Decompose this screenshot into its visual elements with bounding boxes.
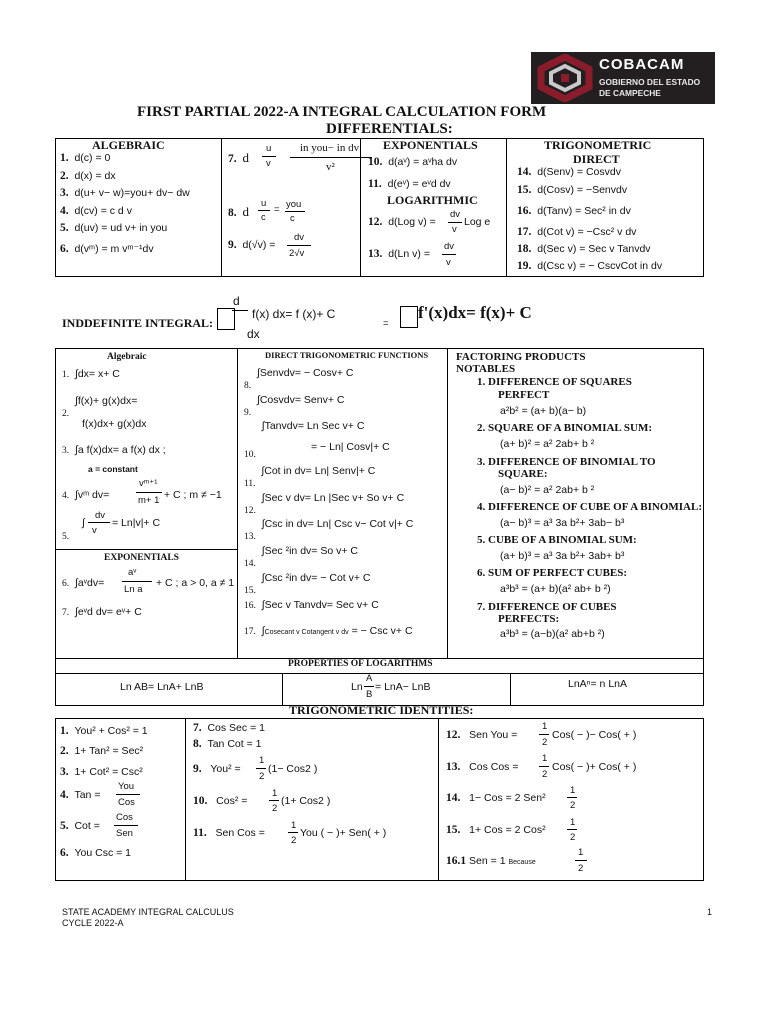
factoring-header: FACTORING PRODUCTS: [456, 351, 586, 363]
differential-13: 13. d(Ln v) =: [368, 248, 430, 260]
factoring-5-title: 5. CUBE OF A BINOMIAL SUM:: [477, 534, 637, 546]
identity-10-den: 2: [272, 803, 278, 814]
identity-12-den: 2: [542, 737, 548, 748]
integral-exp-6: 6. ∫aᵛdv=: [62, 577, 105, 589]
differential-7-v: v: [266, 158, 271, 169]
integral-trig-header: DIRECT TRIGONOMETRIC FUNCTIONS: [265, 350, 429, 360]
algebraic-header: ALGEBRAIC: [92, 138, 165, 152]
identity-11-tail: You ( − )+ Sen( + ): [300, 827, 387, 839]
factoring-7-title: 7. DIFFERENCE OF CUBES: [477, 601, 617, 613]
log-power: LnAⁿ= n LnA: [568, 678, 628, 690]
integral-algebraic-header: Algebraic: [107, 352, 147, 362]
identity-12-tail: Cos( − )− Cos( + ): [552, 729, 637, 741]
logo-sub2: DE CAMPECHE: [599, 88, 661, 98]
log-quotient-den: B: [366, 689, 373, 700]
integral-exp-7: 7. ∫eᵛd dv= eᵛ+ C: [62, 606, 142, 618]
differential-13-den: v: [446, 257, 451, 268]
differential-8: 8. d: [228, 204, 249, 219]
identity-16-den: 2: [578, 863, 584, 874]
differential-8-u: u: [261, 198, 267, 209]
differential-12-den: v: [452, 224, 457, 235]
logo-emblem-icon: [535, 54, 595, 102]
identity-10-num: 1: [272, 788, 278, 799]
integral-alg-2: 2. ∫f(x)+ g(x)dx=: [62, 395, 138, 419]
differential-11: 11. d(eᵛ) = eᵛd dv: [368, 178, 451, 190]
differential-12: 12. d(Log v) =: [368, 216, 436, 228]
differentials-title: DIFFERENTIALS:: [326, 121, 453, 137]
factoring-header-2: NOTABLES: [456, 363, 516, 375]
factoring-2-formula: (a+ b)² = a² 2ab+ b ²: [500, 438, 595, 450]
integral-alg-5: 5.: [62, 532, 70, 542]
integral-trig-10b: = − Ln| Cosv|+ C: [311, 441, 390, 453]
differential-12-tail: Log e: [464, 216, 491, 228]
identity-15-num: 1: [570, 817, 576, 828]
identity-5: 5. Cot =: [60, 820, 100, 832]
differential-8-num: you: [286, 199, 302, 210]
log-quotient-ln: Ln: [351, 681, 363, 693]
differential-18: 18. d(Sec v) = Sec v Tanvdv: [517, 243, 651, 255]
identity-13-den: 2: [542, 769, 548, 780]
differential-12-num: dv: [450, 209, 461, 220]
differential-13-num: dv: [444, 241, 455, 252]
integral-box-icon-2: [400, 306, 418, 328]
factoring-3-title2: SQUARE:: [498, 468, 548, 480]
logarithmic-header: LOGARITHMIC: [387, 193, 478, 207]
identity-8: 8. Tan Cot = 1: [193, 738, 262, 750]
integral-exp-header: EXPONENTIALS: [104, 553, 179, 563]
integral-box-icon: [217, 308, 235, 330]
integral-trig-14: 14. ∫Sec ²in dv= So v+ C: [244, 545, 358, 569]
integral-alg-2b: f(x)dx+ g(x)dx: [82, 418, 147, 430]
factoring-1-formula: a²b² = (a+ b)(a− b): [500, 405, 587, 417]
factoring-4-title: 4. DIFFERENCE OF CUBE OF A BINOMIAL:: [477, 501, 703, 513]
page-number: 1: [707, 907, 713, 917]
identity-16: 16.1 Sen = 1 Because: [446, 855, 536, 867]
trig-direct-header: DIRECT: [573, 152, 620, 166]
identity-9-num: 1: [259, 755, 265, 766]
differential-9-den: 2√v: [289, 248, 305, 259]
identity-9-tail: (1− Cos2 ): [268, 763, 318, 775]
identity-10-tail: (1+ Cos2 ): [281, 795, 331, 807]
differential-8-c: c: [261, 212, 266, 223]
identity-10: 10. Cos² =: [193, 795, 248, 807]
differential-15: 15. d(Cosv) = −Senvdv: [517, 184, 628, 196]
integral-alg-3: 3. ∫a f(x)dx= a f(x) dx ;: [62, 444, 166, 456]
identity-4-num: You: [118, 781, 135, 792]
integral-alg-4: 4. ∫vᵐ dv=: [62, 489, 110, 501]
integral-exp-6-num: aᵛ: [128, 567, 137, 578]
identity-3: 3. 1+ Cot² = Csc²: [60, 766, 143, 778]
logo-sub1: GOBIERNO DEL ESTADO: [599, 77, 701, 87]
logs-header: PROPERTIES OF LOGARITHMS: [288, 659, 433, 669]
identity-4-den: Cos: [118, 797, 135, 808]
identity-1: 1. You² + Cos² = 1: [60, 725, 148, 737]
factoring-7-title2: PERFECTS:: [498, 613, 560, 625]
identity-11: 11. Sen Cos =: [193, 827, 265, 839]
differential-17: 17. d(Cot v) = −Csc² v dv: [517, 226, 637, 238]
page-title: FIRST PARTIAL 2022-A INTEGRAL CALCULATION FORM: [137, 104, 547, 120]
differential-5: 5. d(uv) = ud v+ in you: [60, 222, 168, 234]
integral-trig-11: 11. ∫Cot in dv= Ln| Senv|+ C: [244, 465, 376, 489]
factoring-6-title: 6. SUM OF PERFECT CUBES:: [477, 567, 628, 579]
differential-8-eq: =: [274, 204, 280, 215]
integral-exp-6-tail: + C ; a > 0, a ≠ 1: [156, 577, 235, 589]
footer-academy: STATE ACADEMY INTEGRAL CALCULUS: [62, 907, 234, 917]
identity-16-num: 1: [578, 847, 584, 858]
logo-brand: COBACAM: [599, 56, 685, 73]
differential-7-u: u: [266, 143, 272, 154]
integral-trig-13: 13. ∫Csc in dv= Ln| Csc v− Cot v|+ C: [244, 518, 414, 542]
differential-9: 9. d(√v) =: [228, 239, 276, 251]
identity-14-num: 1: [570, 785, 576, 796]
differential-7-den: v²: [326, 161, 335, 173]
identity-12: 12. Sen You =: [446, 729, 518, 741]
differential-19: 19. d(Csc v) = − CscvCot in dv: [517, 260, 663, 272]
integral-trig-15: 15. ∫Csc ²in dv= − Cot v+ C: [244, 572, 371, 596]
log-quotient-num: A: [366, 673, 373, 684]
trig-header: TRIGONOMETRIC: [544, 138, 652, 152]
integral-alg-4-num: vᵐ⁺¹: [139, 478, 158, 489]
identity-2: 2. 1+ Tan² = Sec²: [60, 745, 144, 757]
factoring-3-title: 3. DIFFERENCE OF BINOMIAL TO: [477, 456, 656, 468]
identity-5-num: Cos: [116, 812, 133, 823]
identity-12-num: 1: [542, 721, 548, 732]
differential-3: 3. d(u+ v− w)=you+ dv− dw: [60, 187, 190, 199]
differential-1: 1. d(c) = 0: [60, 152, 111, 164]
differential-7: 7. d: [228, 150, 249, 165]
differential-10: 10. d(aᵛ) = aᵛha dv: [368, 156, 458, 168]
trig-identities-header: TRIGONOMETRIC IDENTITIES:: [289, 703, 474, 717]
identity-14-den: 2: [570, 800, 576, 811]
differential-9-num: dv: [294, 232, 305, 243]
identity-13-tail: Cos( − )+ Cos( + ): [552, 761, 637, 773]
log-product: Ln AB= LnA+ LnB: [120, 681, 204, 693]
factoring-4-formula: (a− b)³ = a³ 3a b²+ 3ab− b³: [500, 517, 625, 529]
identity-13-num: 1: [542, 753, 548, 764]
factoring-5-formula: (a+ b)³ = a³ 3a b²+ 3ab+ b³: [500, 550, 625, 562]
identity-14: 14. 1− Cos = 2 Sen²: [446, 792, 546, 804]
integral-alg-5-tail: = Ln|v|+ C: [112, 517, 161, 529]
factoring-3-formula: (a− b)² = a² 2ab+ b ²: [500, 484, 595, 496]
integral-trig-12: 12. ∫Sec v dv= Ln |Sec v+ So v+ C: [244, 492, 405, 516]
identity-5-den: Sen: [116, 828, 133, 839]
factoring-1-title: 1. DIFFERENCE OF SQUARES: [477, 376, 632, 388]
factoring-7-formula: a³b³ = (a−b)(a² ab+b ²): [500, 628, 605, 640]
identity-9: 9. You² =: [193, 763, 241, 775]
integral-trig-10: 10. ∫Tanvdv= Ln Sec v+ C: [244, 420, 365, 460]
integral-alg-5-den: v: [92, 525, 97, 536]
integral-alg-5-num: dv: [95, 510, 106, 521]
identity-7: 7. Cos Sec = 1: [193, 722, 265, 734]
footer-cycle: CYCLE 2022-A: [62, 918, 124, 928]
cobacam-logo: [531, 52, 715, 104]
integral-alg-4-den: m+ 1: [138, 495, 160, 506]
indefinite-mid: f(x) dx= f (x)+ C: [252, 307, 336, 321]
differential-2: 2. d(x) = dx: [60, 170, 116, 182]
integral-trig-17: 17. ∫Cosecant v Cotangent v dv = − Csc v+ C: [244, 625, 413, 637]
identity-11-num: 1: [291, 820, 297, 831]
differential-7-num: in you− in dv: [300, 142, 360, 154]
log-quotient-rhs: = LnA− LnB: [375, 681, 431, 693]
integral-alg-5-sign: ∫: [82, 517, 85, 529]
factoring-1-title2: PERFECT: [498, 389, 550, 401]
identity-11-den: 2: [291, 835, 297, 846]
integral-alg-1: 1. ∫dx= x+ C: [62, 368, 120, 380]
differential-6: 6. d(vᵐ) = m vᵐ⁻¹dv: [60, 243, 154, 255]
identity-15-den: 2: [570, 832, 576, 843]
differential-16: 16. d(Tanv) = Sec² in dv: [517, 205, 631, 217]
integral-trig-9: 9. ∫Cosvdv= Senv+ C: [244, 394, 345, 418]
factoring-6-formula: a³b³ = (a+ b)(a² ab+ b ²): [500, 583, 611, 595]
integral-exp-6-den: Ln a: [124, 584, 143, 595]
differential-4: 4. d(cv) = c d v: [60, 205, 132, 217]
exponentials-header: EXPONENTIALS: [383, 138, 478, 152]
derivative-dx: dx: [247, 327, 260, 341]
indefinite-label: INDDEFINITE INTEGRAL:: [62, 316, 214, 330]
identity-15: 15. 1+ Cos = 2 Cos²: [446, 824, 546, 836]
integral-trig-16: 16. ∫Sec v Tanvdv= Sec v+ C: [244, 599, 379, 611]
indefinite-eq: =: [383, 318, 389, 329]
integral-alg-3-note: a = constant: [88, 464, 138, 474]
integral-alg-4-tail: + C ; m ≠ −1: [164, 489, 222, 501]
derivative-d: d: [233, 294, 240, 308]
indefinite-big: f'(x)dx= f(x)+ C: [418, 303, 532, 322]
identity-9-den: 2: [259, 771, 265, 782]
integral-trig-8: 8. ∫Senvdv= − Cosv+ C: [244, 367, 354, 391]
differential-8-den: c: [290, 213, 295, 224]
differential-14: 14. d(Senv) = Cosvdv: [517, 166, 621, 178]
identity-13: 13. Cos Cos =: [446, 761, 519, 773]
factoring-2-title: 2. SQUARE OF A BINOMIAL SUM:: [477, 422, 653, 434]
identity-4: 4. Tan =: [60, 789, 101, 801]
identity-6: 6. You Csc = 1: [60, 847, 131, 859]
